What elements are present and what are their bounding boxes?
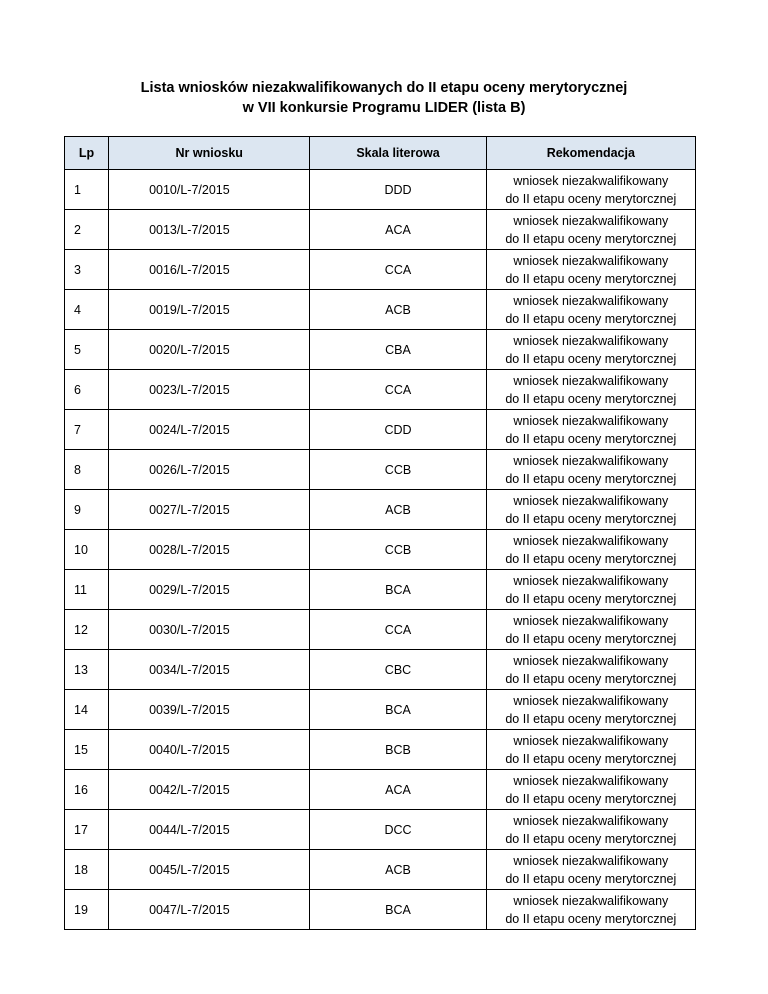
cell-rekomendacja	[486, 570, 695, 610]
cell-skala-literowa: BCB	[310, 730, 486, 770]
cell-lp: 19	[65, 890, 109, 930]
recommendation-line-1: wniosek niezakwalifikowany	[513, 213, 669, 228]
cell-rekomendacja	[486, 330, 695, 370]
cell-rekomendacja	[486, 410, 695, 450]
header-skala-literowa: Skala literowa	[310, 137, 486, 170]
table-row	[65, 210, 696, 250]
cell-nr-wniosku: 0023/L-7/2015	[109, 370, 310, 410]
cell-skala-literowa: ACB	[310, 850, 486, 890]
cell-lp: 8	[65, 450, 109, 490]
cell-skala-literowa: DDD	[310, 170, 486, 210]
cell-skala-literowa: CCA	[310, 610, 486, 650]
recommendation-line-1: wniosek niezakwalifikowany	[513, 853, 669, 868]
table-row	[65, 530, 696, 570]
cell-rekomendacja	[486, 770, 695, 810]
table-row	[65, 850, 696, 890]
table-row	[65, 690, 696, 730]
cell-rekomendacja	[486, 250, 695, 290]
header-rekomendacja: Rekomendacja	[486, 137, 695, 170]
cell-nr-wniosku: 0045/L-7/2015	[109, 850, 310, 890]
recommendation-line-2: do II etapu oceny merytorcznej	[505, 791, 677, 806]
cell-lp: 14	[65, 690, 109, 730]
cell-skala-literowa: BCA	[310, 890, 486, 930]
table-row	[65, 610, 696, 650]
recommendation-line-1: wniosek niezakwalifikowany	[513, 413, 669, 428]
cell-nr-wniosku: 0030/L-7/2015	[109, 610, 310, 650]
header-nr-wniosku: Nr wniosku	[109, 137, 310, 170]
recommendation-line-2: do II etapu oceny merytorcznej	[505, 271, 677, 286]
table-row	[65, 730, 696, 770]
cell-skala-literowa: ACB	[310, 490, 486, 530]
cell-nr-wniosku: 0029/L-7/2015	[109, 570, 310, 610]
recommendation-line-2: do II etapu oceny merytorcznej	[505, 831, 677, 846]
recommendation-line-2: do II etapu oceny merytorcznej	[505, 431, 677, 446]
cell-nr-wniosku: 0039/L-7/2015	[109, 690, 310, 730]
cell-lp: 15	[65, 730, 109, 770]
cell-lp: 16	[65, 770, 109, 810]
table-body	[65, 170, 696, 930]
recommendation-line-1: wniosek niezakwalifikowany	[513, 813, 669, 828]
recommendation-line-1: wniosek niezakwalifikowany	[513, 573, 669, 588]
recommendation-line-2: do II etapu oceny merytorcznej	[505, 471, 677, 486]
cell-lp: 3	[65, 250, 109, 290]
cell-rekomendacja	[486, 730, 695, 770]
cell-lp: 1	[65, 170, 109, 210]
cell-lp: 13	[65, 650, 109, 690]
cell-nr-wniosku: 0024/L-7/2015	[109, 410, 310, 450]
recommendation-line-2: do II etapu oceny merytorcznej	[505, 391, 677, 406]
recommendation-line-2: do II etapu oceny merytorcznej	[505, 591, 677, 606]
recommendation-line-2: do II etapu oceny merytorcznej	[505, 711, 677, 726]
cell-nr-wniosku: 0013/L-7/2015	[109, 210, 310, 250]
recommendation-line-1: wniosek niezakwalifikowany	[513, 653, 669, 668]
cell-rekomendacja	[486, 690, 695, 730]
cell-lp: 10	[65, 530, 109, 570]
cell-rekomendacja	[486, 530, 695, 570]
recommendation-line-1: wniosek niezakwalifikowany	[513, 693, 669, 708]
cell-nr-wniosku: 0016/L-7/2015	[109, 250, 310, 290]
title-line-1: Lista wniosków niezakwalifikowanych do II etapu oceny merytorycznej	[140, 80, 628, 96]
cell-rekomendacja	[486, 370, 695, 410]
table-row	[65, 490, 696, 530]
recommendation-line-1: wniosek niezakwalifikowany	[513, 493, 669, 508]
recommendation-line-2: do II etapu oceny merytorcznej	[505, 351, 677, 366]
recommendation-line-1: wniosek niezakwalifikowany	[513, 733, 669, 748]
cell-rekomendacja	[486, 650, 695, 690]
cell-lp: 6	[65, 370, 109, 410]
cell-rekomendacja	[486, 170, 695, 210]
cell-rekomendacja	[486, 450, 695, 490]
title-line-2: w VII konkursie Programu LIDER (lista B)	[242, 100, 526, 116]
table-row	[65, 890, 696, 930]
recommendation-line-1: wniosek niezakwalifikowany	[513, 893, 669, 908]
recommendation-line-1: wniosek niezakwalifikowany	[513, 453, 669, 468]
cell-rekomendacja	[486, 490, 695, 530]
recommendation-line-2: do II etapu oceny merytorcznej	[505, 311, 677, 326]
cell-rekomendacja	[486, 210, 695, 250]
table-row	[65, 170, 696, 210]
recommendation-line-2: do II etapu oceny merytorcznej	[505, 911, 677, 926]
recommendation-line-2: do II etapu oceny merytorcznej	[505, 551, 677, 566]
table-row	[65, 450, 696, 490]
document-title	[0, 78, 768, 118]
cell-lp: 2	[65, 210, 109, 250]
cell-skala-literowa: ACA	[310, 210, 486, 250]
cell-lp: 18	[65, 850, 109, 890]
recommendation-line-1: wniosek niezakwalifikowany	[513, 533, 669, 548]
cell-nr-wniosku: 0042/L-7/2015	[109, 770, 310, 810]
recommendation-line-1: wniosek niezakwalifikowany	[513, 773, 669, 788]
table-row	[65, 330, 696, 370]
recommendation-line-1: wniosek niezakwalifikowany	[513, 613, 669, 628]
cell-skala-literowa: CBC	[310, 650, 486, 690]
cell-nr-wniosku: 0026/L-7/2015	[109, 450, 310, 490]
cell-lp: 5	[65, 330, 109, 370]
recommendation-line-1: wniosek niezakwalifikowany	[513, 373, 669, 388]
cell-rekomendacja	[486, 290, 695, 330]
cell-skala-literowa: DCC	[310, 810, 486, 850]
cell-skala-literowa: ACA	[310, 770, 486, 810]
cell-nr-wniosku: 0010/L-7/2015	[109, 170, 310, 210]
cell-skala-literowa: ACB	[310, 290, 486, 330]
cell-rekomendacja	[486, 850, 695, 890]
cell-nr-wniosku: 0040/L-7/2015	[109, 730, 310, 770]
table-row	[65, 770, 696, 810]
table-row	[65, 290, 696, 330]
cell-nr-wniosku: 0019/L-7/2015	[109, 290, 310, 330]
recommendation-line-2: do II etapu oceny merytorcznej	[505, 871, 677, 886]
cell-lp: 12	[65, 610, 109, 650]
recommendation-line-2: do II etapu oceny merytorcznej	[505, 631, 677, 646]
applications-table	[64, 136, 696, 930]
recommendation-line-2: do II etapu oceny merytorcznej	[505, 751, 677, 766]
cell-lp: 4	[65, 290, 109, 330]
recommendation-line-2: do II etapu oceny merytorcznej	[505, 191, 677, 206]
cell-skala-literowa: CCA	[310, 250, 486, 290]
cell-skala-literowa: CCB	[310, 450, 486, 490]
cell-lp: 17	[65, 810, 109, 850]
table-header-row	[65, 137, 696, 170]
cell-skala-literowa: BCA	[310, 690, 486, 730]
cell-skala-literowa: BCA	[310, 570, 486, 610]
table-row	[65, 410, 696, 450]
cell-nr-wniosku: 0034/L-7/2015	[109, 650, 310, 690]
cell-nr-wniosku: 0044/L-7/2015	[109, 810, 310, 850]
recommendation-line-1: wniosek niezakwalifikowany	[513, 173, 669, 188]
recommendation-line-2: do II etapu oceny merytorcznej	[505, 231, 677, 246]
table-row	[65, 810, 696, 850]
recommendation-line-1: wniosek niezakwalifikowany	[513, 253, 669, 268]
table-row	[65, 250, 696, 290]
recommendation-line-1: wniosek niezakwalifikowany	[513, 333, 669, 348]
cell-rekomendacja	[486, 890, 695, 930]
cell-rekomendacja	[486, 610, 695, 650]
cell-lp: 11	[65, 570, 109, 610]
cell-skala-literowa: CDD	[310, 410, 486, 450]
cell-nr-wniosku: 0027/L-7/2015	[109, 490, 310, 530]
cell-nr-wniosku: 0047/L-7/2015	[109, 890, 310, 930]
cell-rekomendacja	[486, 810, 695, 850]
cell-nr-wniosku: 0028/L-7/2015	[109, 530, 310, 570]
cell-skala-literowa: CBA	[310, 330, 486, 370]
recommendation-line-1: wniosek niezakwalifikowany	[513, 293, 669, 308]
table-row	[65, 370, 696, 410]
header-lp: Lp	[65, 137, 109, 170]
cell-skala-literowa: CCB	[310, 530, 486, 570]
table-row	[65, 570, 696, 610]
table-row	[65, 650, 696, 690]
cell-skala-literowa: CCA	[310, 370, 486, 410]
cell-nr-wniosku: 0020/L-7/2015	[109, 330, 310, 370]
cell-lp: 9	[65, 490, 109, 530]
recommendation-line-2: do II etapu oceny merytorcznej	[505, 511, 677, 526]
recommendation-line-2: do II etapu oceny merytorcznej	[505, 671, 677, 686]
cell-lp: 7	[65, 410, 109, 450]
